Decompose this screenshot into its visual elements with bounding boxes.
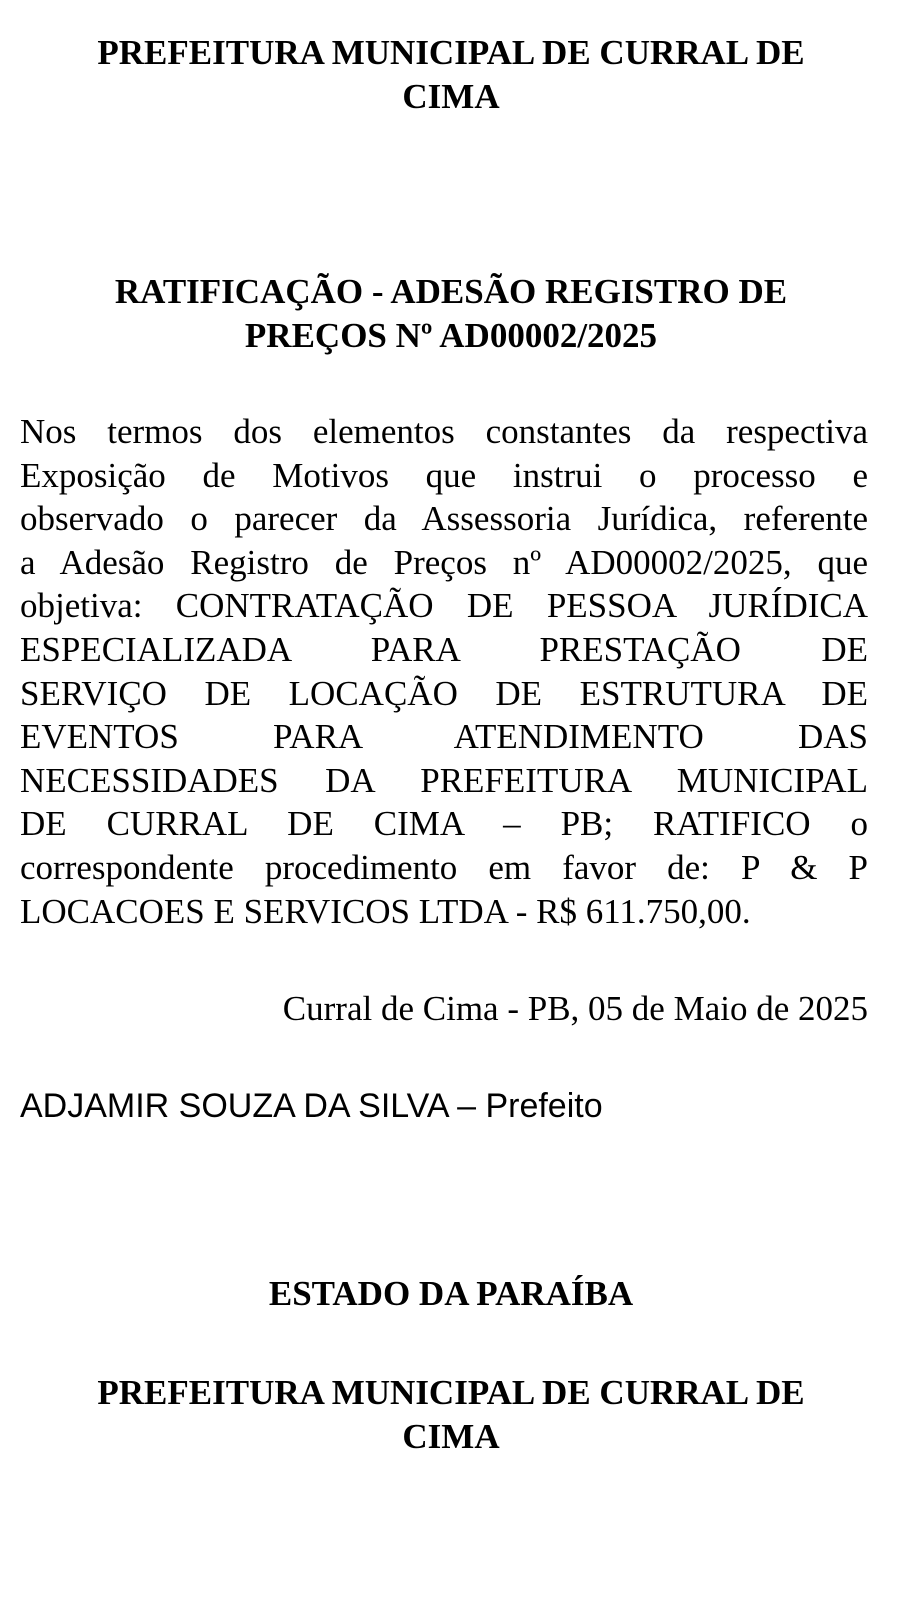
body-line: NECESSIDADES DA PREFEITURA MUNICIPAL	[20, 760, 868, 800]
ratification-body-paragraph	[20, 410, 868, 933]
body-line: observado o parecer da Assessoria Jurídica, referente	[20, 499, 868, 539]
municipality-header-line-2: CIMA	[402, 77, 500, 116]
municipality-header-line-1: PREFEITURA MUNICIPAL DE CURRAL DE	[97, 33, 805, 72]
municipality-footer-line-1: PREFEITURA MUNICIPAL DE CURRAL DE	[97, 1373, 805, 1412]
body-line: correspondente procedimento em favor de: P & P	[20, 847, 868, 887]
body-line: Exposição de Motivos que instrui o processo e	[20, 455, 868, 495]
body-line: SERVIÇO DE LOCAÇÃO DE ESTRUTURA DE	[20, 673, 868, 713]
document-title-line-2: PREÇOS Nº AD00002/2025	[244, 316, 658, 355]
body-line: LOCACOES E SERVICOS LTDA - R$ 611.750,00.	[20, 891, 751, 931]
body-line: objetiva: CONTRATAÇÃO DE PESSOA JURÍDICA	[20, 586, 868, 626]
document-title	[20, 270, 882, 358]
place-and-date: Curral de Cima - PB, 05 de Maio de 2025	[282, 989, 868, 1028]
document-title-line-1: RATIFICAÇÃO - ADESÃO REGISTRO DE	[114, 272, 788, 311]
body-line: DE CURRAL DE CIMA – PB; RATIFICO o	[20, 804, 868, 844]
municipality-footer-line-2: CIMA	[402, 1417, 500, 1456]
municipality-header	[20, 31, 882, 119]
state-heading: ESTADO DA PARAÍBA	[268, 1274, 634, 1313]
signatory-name: ADJAMIR SOUZA DA SILVA – Prefeito	[20, 1087, 603, 1125]
body-line: a Adesão Registro de Preços nº AD00002/2025, que	[20, 542, 868, 582]
body-line: Nos termos dos elementos constantes da respectiva	[20, 412, 868, 451]
municipality-footer-header	[20, 1371, 882, 1459]
body-line: ESPECIALIZADA PARA PRESTAÇÃO DE	[20, 629, 868, 669]
body-line: EVENTOS PARA ATENDIMENTO DAS	[20, 717, 868, 757]
